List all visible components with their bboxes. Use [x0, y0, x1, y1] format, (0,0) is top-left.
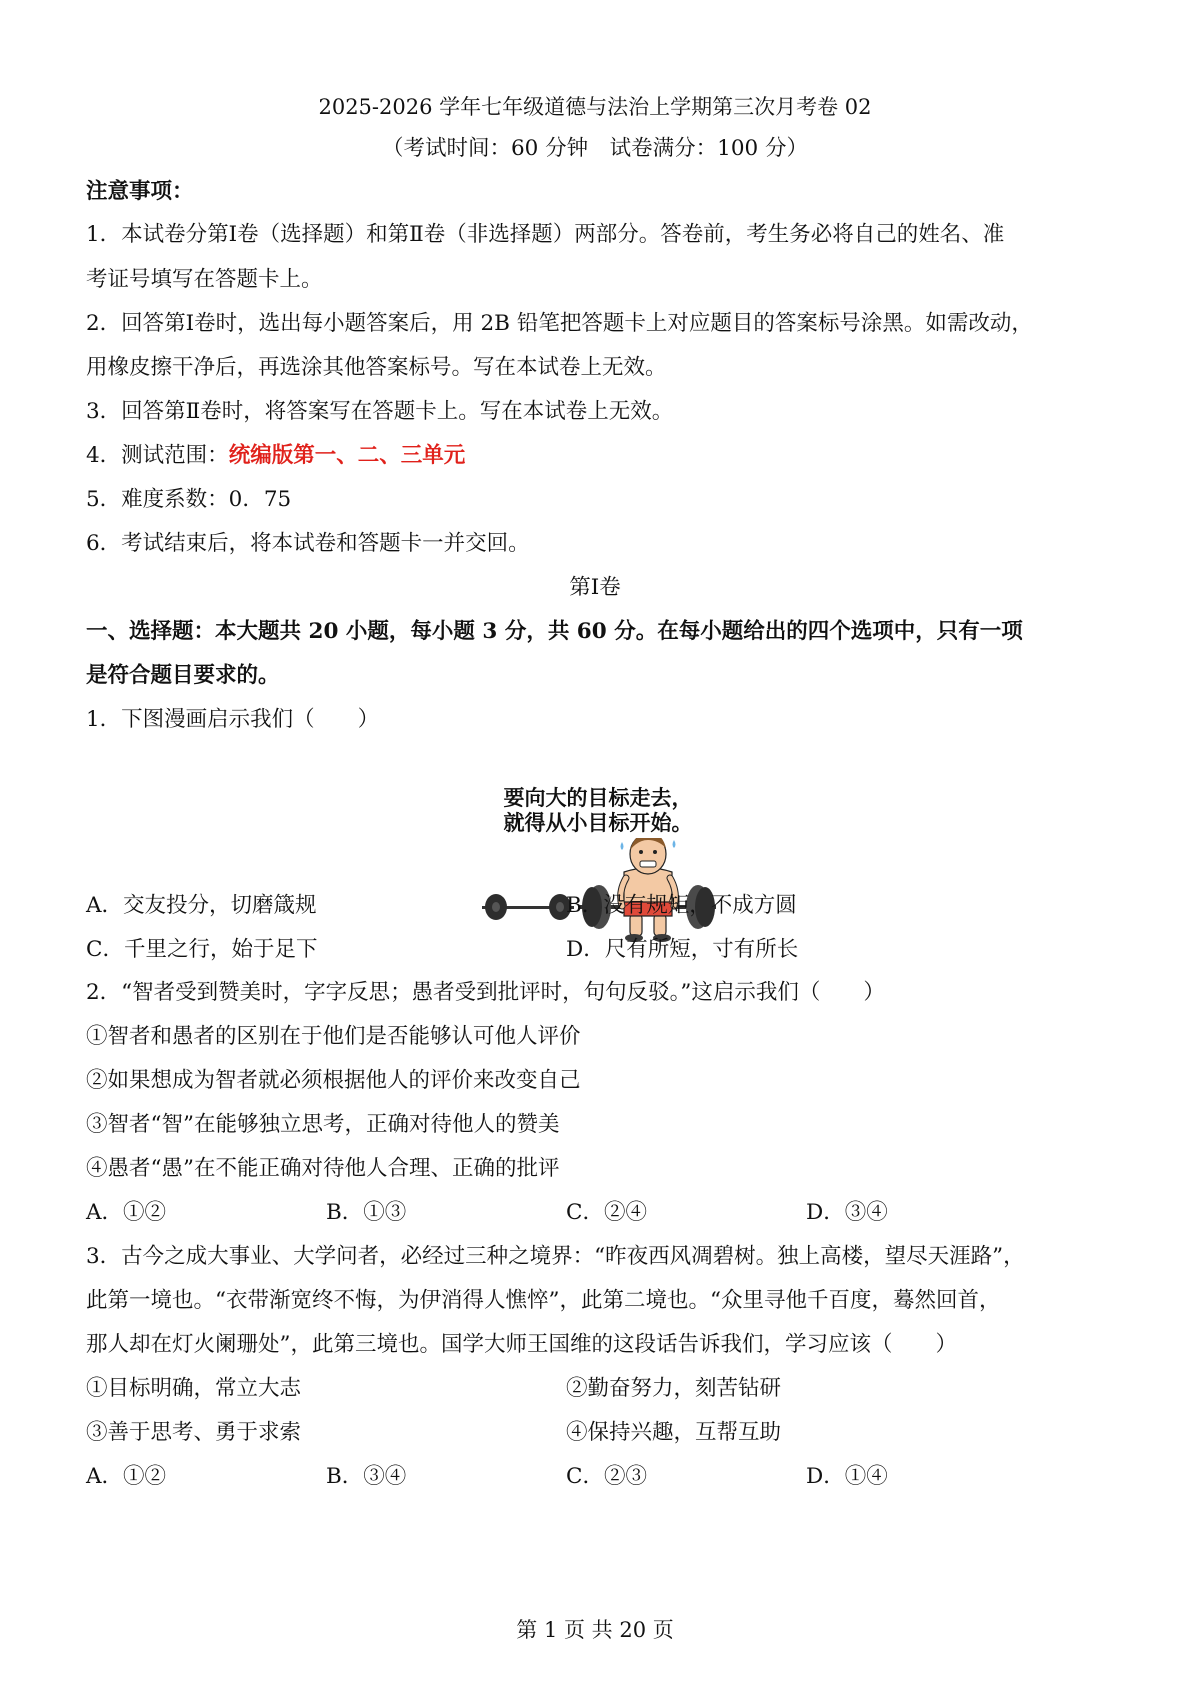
part-label: 第Ⅰ卷 [569, 575, 621, 600]
q2-stem: 2．“智者受到赞美时，字字反思；愚者受到批评时，句句反驳。”这启示我们（ ） [86, 980, 885, 1005]
exam-subtitle: （考试时间：60 分钟 试卷满分：100 分） [381, 136, 809, 161]
notice-item-2-cont: 用橡皮擦干净后，再选涂其他答案标号。写在本试卷上无效。 [86, 355, 667, 380]
notice-item-6: 6．考试结束后，将本试卷和答题卡一并交回。 [86, 531, 530, 556]
q3-statement-4: ④保持兴趣，互帮互助 [566, 1420, 782, 1445]
notice-heading: 注意事项： [86, 179, 194, 204]
notice-item-2: 2．回答第Ⅰ卷时，选出每小题答案后，用 2B 铅笔把答题卡上对应题目的答案标号涂黑。如需改动， [86, 311, 1033, 336]
q2-statement-2: ②如果想成为智者就必须根据他人的评价来改变自己 [86, 1068, 581, 1093]
lifter-figure-icon [621, 838, 676, 942]
q3-stem: 3．古今之成大事业、大学问者，必经过三种之境界：“昨夜西风凋碧树。独上高楼，望尽天涯路”， [86, 1244, 1025, 1269]
q2-statement-4: ④愚者“愚”在不能正确对待他人合理、正确的批评 [86, 1156, 560, 1181]
q1-options-row1 [86, 891, 1110, 921]
q2-statement-1: ①智者和愚者的区别在于他们是否能够认可他人评价 [86, 1024, 581, 1049]
q3-statements-row1 [86, 1374, 1110, 1404]
q1-option-a: A．交友投分，切磨箴规 [86, 893, 317, 918]
cartoon-caption-line2: 就得从小目标开始。 [503, 811, 693, 835]
q3-statement-3: ③善于思考、勇于求索 [86, 1420, 302, 1445]
notice-item-5: 5．难度系数：0．75 [86, 487, 292, 512]
test-range-highlight: 统编版第一、二、三单元 [228, 443, 466, 468]
q1-option-d: D．尺有所短，寸有所长 [566, 937, 799, 962]
notice-item-4-label: 4．测试范围： [86, 443, 229, 468]
q1-option-b: B．没有规矩，不成方圆 [566, 893, 797, 918]
q2-option-a: A．①② [86, 1200, 167, 1225]
q1-stem: 1．下图漫画启示我们（ ） [86, 707, 380, 732]
q3-option-a: A．①② [86, 1464, 167, 1489]
cartoon-caption-line1: 要向大的目标走去， [503, 786, 693, 810]
notice-item-1: 1．本试卷分第Ⅰ卷（选择题）和第Ⅱ卷（非选择题）两部分。答卷前，考生务必将自己的姓名、准 [86, 222, 1005, 247]
q1-options-row2 [86, 935, 1110, 965]
q3-stem-cont-1: 此第一境也。“衣带渐宽终不悔，为伊消得人憔悴”，此第二境也。“众里寻他千百度，蓦然回首， [86, 1288, 1001, 1313]
section-heading: 一、选择题：本大题共 20 小题，每小题 3 分，共 60 分。在每小题给出的四个选项中，只有一项 [86, 619, 1023, 644]
notice-item-1-cont: 考证号填写在答题卡上。 [86, 267, 323, 292]
q3-statement-1: ①目标明确，常立大志 [86, 1376, 302, 1401]
exam-title: 2025-2026 学年七年级道德与法治上学期第三次月考卷 02 [318, 95, 872, 119]
q3-statement-2: ②勤奋努力，刻苦钻研 [566, 1376, 782, 1401]
q2-option-d: D．③④ [806, 1200, 888, 1225]
q1-cartoon [474, 786, 722, 946]
q2-option-b: B．①③ [326, 1200, 407, 1225]
page-footer: 第 1 页 共 20 页 [516, 1618, 674, 1642]
q3-option-c: C．②③ [566, 1464, 647, 1489]
q3-option-b: B．③④ [326, 1464, 407, 1489]
section-heading-cont: 是符合题目要求的。 [86, 663, 280, 688]
q2-statement-3: ③智者“智”在能够独立思考，正确对待他人的赞美 [86, 1112, 560, 1137]
q1-option-c: C．千里之行，始于足下 [86, 937, 318, 962]
q3-statements-row2 [86, 1418, 1110, 1448]
q2-option-c: C．②④ [566, 1200, 647, 1225]
q3-option-d: D．①④ [806, 1464, 888, 1489]
q3-stem-cont-2: 那人却在灯火阑珊处”，此第三境也。国学大师王国维的这段话告诉我们，学习应该（ ） [86, 1332, 957, 1357]
notice-item-3: 3．回答第Ⅱ卷时，将答案写在答题卡上。写在本试卷上无效。 [86, 399, 674, 424]
notice-item-4 [86, 441, 1110, 471]
